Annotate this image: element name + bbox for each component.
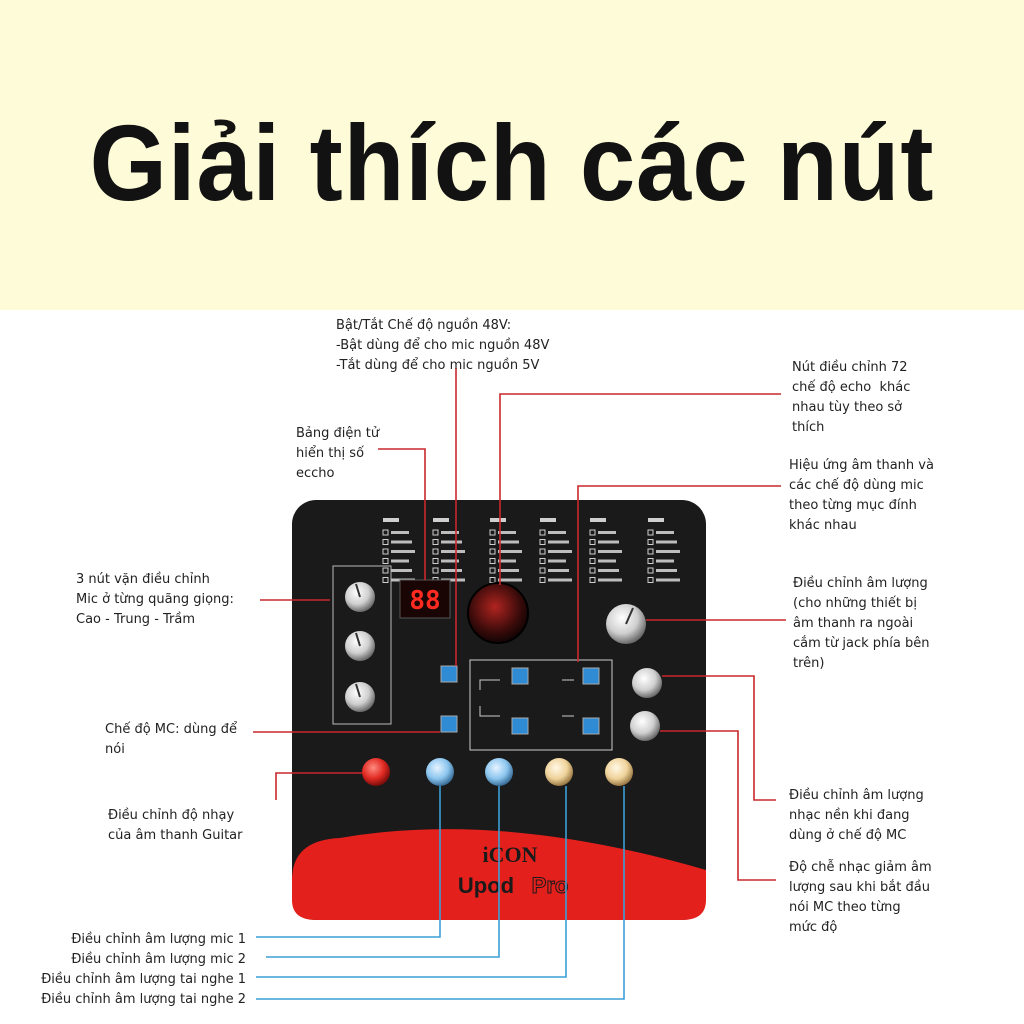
bg-music-knob[interactable] bbox=[632, 668, 662, 698]
mode-label-mark bbox=[391, 560, 409, 563]
mic1-annotation: Điều chỉnh âm lượng mic 1 bbox=[71, 932, 246, 947]
bg-music-annotation: Điều chỉnh âm lượng nhạc nền khi đang dùng ở chế độ MC bbox=[789, 788, 924, 843]
mode-label-mark bbox=[548, 541, 569, 544]
phantom-48v-button[interactable] bbox=[441, 666, 457, 682]
brand-logo: iCON bbox=[482, 842, 538, 867]
mc-mode-annotation: Chế độ MC: dùng để nói bbox=[105, 722, 237, 757]
mode-label-mark bbox=[391, 541, 412, 544]
mode-label-mark bbox=[548, 569, 569, 572]
hp1-annotation: Điều chỉnh âm lượng tai nghe 1 bbox=[41, 972, 246, 987]
mode-column-header bbox=[590, 518, 606, 522]
mode-label-mark bbox=[498, 579, 522, 582]
mc-mode-button[interactable] bbox=[441, 716, 457, 732]
model-suffix: Pro bbox=[531, 873, 569, 898]
mode-label-mark bbox=[656, 550, 680, 553]
ducking-knob[interactable] bbox=[630, 711, 660, 741]
mode-label-mark bbox=[656, 531, 674, 534]
headphone2-knob[interactable] bbox=[605, 758, 633, 786]
ducking-annotation: Độ chễ nhạc giảm âm lượng sau khi bắt đầu nói MC theo từng mức độ bbox=[789, 860, 932, 935]
master-volume-annotation: Điều chỉnh âm lượng (cho những thiết bị âm thanh ra ngoài cắm từ jack phía bên trên) bbox=[793, 576, 930, 671]
mode-label-mark bbox=[548, 560, 566, 563]
mode-label-mark bbox=[548, 531, 566, 534]
mode-label-mark bbox=[391, 550, 415, 553]
echo-knob[interactable] bbox=[468, 583, 528, 643]
mode-column-header bbox=[383, 518, 399, 522]
effect-button-1[interactable] bbox=[512, 668, 528, 684]
eq-annotation: 3 nút vặn điều chỉnh Mic ở từng quãng giọng: Cao - Trung - Trầm bbox=[76, 572, 234, 627]
guitar-annotation: Điều chỉnh độ nhạy của âm thanh Guitar bbox=[108, 808, 243, 843]
echo-knob-annotation: Nút điều chỉnh 72 chế độ echo khác nhau tùy theo sở thích bbox=[792, 360, 911, 435]
echo-display-value: 88 bbox=[409, 586, 441, 616]
effects-annotation: Hiệu ứng âm thanh và các chế độ dùng mic theo từng mục đính khác nhau bbox=[789, 458, 934, 533]
mic1-knob[interactable] bbox=[426, 758, 454, 786]
mic2-knob[interactable] bbox=[485, 758, 513, 786]
mode-column-header bbox=[433, 518, 449, 522]
mode-label-mark bbox=[548, 550, 572, 553]
mode-column-header bbox=[648, 518, 664, 522]
mode-label-mark bbox=[656, 560, 674, 563]
hp2-annotation: Điều chỉnh âm lượng tai nghe 2 bbox=[41, 992, 246, 1007]
mode-label-mark bbox=[498, 541, 519, 544]
mode-label-mark bbox=[498, 569, 519, 572]
mode-label-mark bbox=[441, 550, 465, 553]
mode-label-mark bbox=[598, 579, 622, 582]
headphone1-knob[interactable] bbox=[545, 758, 573, 786]
mode-label-mark bbox=[656, 541, 677, 544]
mode-label-mark bbox=[598, 550, 622, 553]
mode-column-header bbox=[490, 518, 506, 522]
mode-label-mark bbox=[598, 541, 619, 544]
effect-button-4[interactable] bbox=[583, 718, 599, 734]
mode-label-mark bbox=[391, 531, 409, 534]
mic2-annotation: Điều chỉnh âm lượng mic 2 bbox=[71, 952, 246, 967]
mode-label-mark bbox=[441, 569, 462, 572]
mode-label-mark bbox=[598, 560, 616, 563]
mode-label-mark bbox=[598, 569, 619, 572]
mode-label-mark bbox=[656, 569, 677, 572]
mode-label-mark bbox=[498, 550, 522, 553]
mode-label-mark bbox=[391, 569, 412, 572]
mode-label-mark bbox=[598, 531, 616, 534]
model-name: Upod bbox=[457, 873, 515, 898]
guitar-knob[interactable] bbox=[362, 758, 390, 786]
effect-button-2[interactable] bbox=[583, 668, 599, 684]
mode-label-mark bbox=[441, 541, 462, 544]
mode-label-mark bbox=[548, 579, 572, 582]
mode-label-mark bbox=[656, 579, 680, 582]
effect-button-3[interactable] bbox=[512, 718, 528, 734]
mode-column-header bbox=[540, 518, 556, 522]
phantom-annotation: Bật/Tắt Chế độ nguồn 48V: -Bật dùng để cho mic nguồn 48V -Tắt dùng để cho mic nguồn 5V bbox=[336, 318, 550, 373]
display-annotation: Bảng điện tử hiển thị số eccho bbox=[296, 426, 380, 481]
page-title: Giải thích các nút bbox=[89, 102, 935, 223]
